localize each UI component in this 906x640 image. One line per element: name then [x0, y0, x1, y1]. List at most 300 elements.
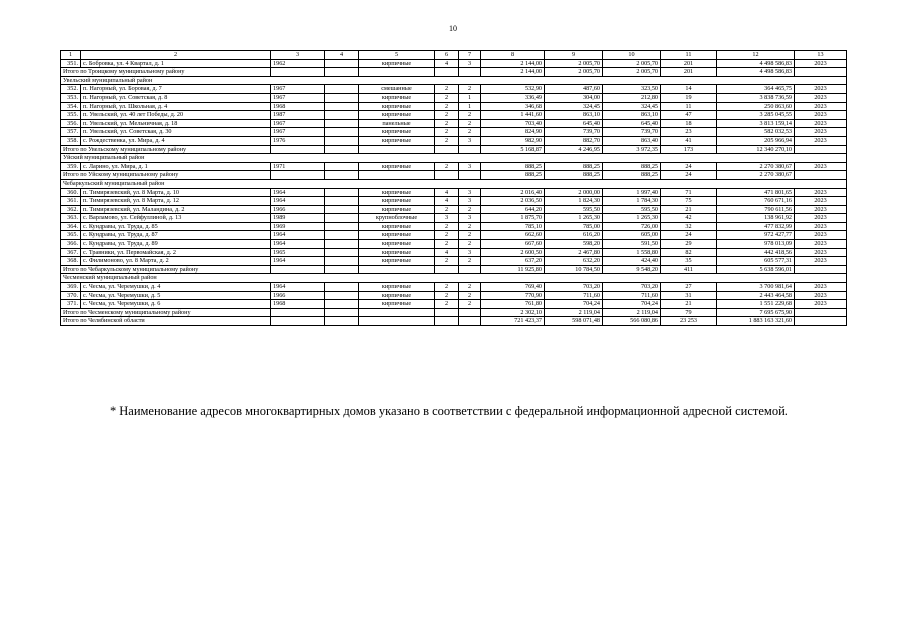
table-cell: с. Бобровка, ул. 4 Квартал, д. 1 — [81, 59, 271, 68]
table-cell: 2 — [459, 205, 481, 214]
table-cell: 1 441,60 — [481, 111, 545, 120]
table-cell: 35 — [661, 257, 717, 266]
table-cell: п. Тимирязевский, ул. Маландина, д. 2 — [81, 205, 271, 214]
table-cell: 2 016,40 — [481, 188, 545, 197]
table-cell: 201 — [661, 59, 717, 68]
table-cell: 978 013,09 — [717, 240, 795, 249]
table-row — [61, 128, 847, 137]
table-cell: 1964 — [271, 257, 325, 266]
table-row — [61, 300, 847, 309]
table-cell: 1968 — [271, 102, 325, 111]
empty-cell — [359, 317, 435, 326]
table-row — [61, 222, 847, 231]
table-cell: 368. — [61, 257, 81, 266]
table-cell: с. Кундравы, ул. Труда, д. 85 — [81, 222, 271, 231]
table-cell: 14 — [661, 85, 717, 94]
table-cell: 138 961,92 — [717, 214, 795, 223]
table-cell: 362. — [61, 205, 81, 214]
table-cell: 3 700 981,64 — [717, 283, 795, 292]
column-number-cell: 13 — [795, 51, 847, 60]
table-cell: 616,20 — [545, 231, 603, 240]
table-cell: с. Рождественка, ул. Мира, д. 4 — [81, 136, 271, 145]
empty-cell — [459, 68, 481, 77]
table-cell: 477 832,99 — [717, 222, 795, 231]
empty-cell — [325, 317, 359, 326]
column-number-cell: 2 — [81, 51, 271, 60]
empty-cell — [435, 265, 459, 274]
empty-cell — [325, 145, 359, 154]
table-cell: кирпичные — [359, 257, 435, 266]
table-cell: 11 — [661, 102, 717, 111]
table-cell: 863,40 — [603, 136, 661, 145]
table-cell: 2 600,50 — [481, 248, 545, 257]
empty-cell — [359, 308, 435, 317]
table-cell: 1964 — [271, 231, 325, 240]
table-cell: 2023 — [795, 231, 847, 240]
table-row — [61, 231, 847, 240]
table-cell: кирпичные — [359, 93, 435, 102]
table-cell: 2023 — [795, 248, 847, 257]
table-cell: 595,50 — [545, 205, 603, 214]
table-cell: 3 — [459, 162, 481, 171]
total-cell: 566 080,86 — [603, 317, 661, 326]
table-cell: 595,50 — [603, 205, 661, 214]
table-cell: 424,40 — [603, 257, 661, 266]
table-cell: 2 467,80 — [545, 248, 603, 257]
total-cell: 7 695 675,90 — [717, 308, 795, 317]
table-cell: 3 — [459, 59, 481, 68]
total-cell: 23 253 — [661, 317, 717, 326]
table-cell: 662,60 — [481, 231, 545, 240]
table-row — [61, 257, 847, 266]
table-cell: 363. — [61, 214, 81, 223]
empty-cell — [459, 308, 481, 317]
table-cell — [325, 102, 359, 111]
table-cell: 790 611,56 — [717, 205, 795, 214]
table-cell: 2023 — [795, 205, 847, 214]
empty-cell — [271, 265, 325, 274]
table-cell: 888,25 — [603, 162, 661, 171]
section-row — [61, 154, 847, 163]
table-cell: 1967 — [271, 128, 325, 137]
table-cell: 356. — [61, 119, 81, 128]
section-label: Увельский муниципальный район — [61, 76, 847, 85]
table-cell: 71 — [661, 188, 717, 197]
total-cell: 888,25 — [603, 171, 661, 180]
table-cell: 703,20 — [545, 283, 603, 292]
table-cell: 1 997,40 — [603, 188, 661, 197]
empty-cell — [459, 171, 481, 180]
table-cell: 364. — [61, 222, 81, 231]
total-row — [61, 145, 847, 154]
table-cell: 667,60 — [481, 240, 545, 249]
table-cell: 2023 — [795, 136, 847, 145]
table-cell: 739,70 — [603, 128, 661, 137]
section-row — [61, 179, 847, 188]
total-cell: 2 119,04 — [603, 308, 661, 317]
table-cell: кирпичные — [359, 231, 435, 240]
table-cell: 1964 — [271, 283, 325, 292]
housing-register-table — [60, 50, 847, 326]
table-cell: 645,40 — [545, 119, 603, 128]
table-cell: 352. — [61, 85, 81, 94]
table-cell: 1964 — [271, 197, 325, 206]
table-cell: 364 465,75 — [717, 85, 795, 94]
table-cell: кирпичные — [359, 222, 435, 231]
total-cell: 12 340 270,10 — [717, 145, 795, 154]
table-cell: 582 032,53 — [717, 128, 795, 137]
table-cell: 3 — [459, 248, 481, 257]
empty-cell — [359, 145, 435, 154]
table-cell: 3 285 045,55 — [717, 111, 795, 120]
table-cell: 367. — [61, 248, 81, 257]
table-cell: 324,45 — [603, 102, 661, 111]
table-cell: 3 — [435, 214, 459, 223]
total-cell: 24 — [661, 171, 717, 180]
table-cell: 785,00 — [545, 222, 603, 231]
table-cell: кирпичные — [359, 136, 435, 145]
total-cell — [795, 317, 847, 326]
total-cell: 598 071,48 — [545, 317, 603, 326]
page-number: 10 — [449, 24, 457, 33]
table-cell: 3 — [459, 188, 481, 197]
total-cell: 888,25 — [545, 171, 603, 180]
table-cell: 2 — [435, 205, 459, 214]
table-row — [61, 188, 847, 197]
table-cell: кирпичные — [359, 59, 435, 68]
table-cell: 1966 — [271, 205, 325, 214]
table-cell: 75 — [661, 197, 717, 206]
total-cell — [795, 171, 847, 180]
table-cell: 205 966,94 — [717, 136, 795, 145]
empty-cell — [459, 145, 481, 154]
table-cell: 1976 — [271, 136, 325, 145]
table-cell: 2023 — [795, 214, 847, 223]
total-cell: 10 784,50 — [545, 265, 603, 274]
table-cell — [325, 240, 359, 249]
footnote-text: Наименование адресов многоквартирных домов указано в соответствии с федеральной информационной адресной системой. — [119, 404, 788, 418]
table-cell: 2 036,50 — [481, 197, 545, 206]
table-cell — [325, 214, 359, 223]
table-cell: 1 265,30 — [545, 214, 603, 223]
total-cell: 888,25 — [481, 171, 545, 180]
table-cell: 361. — [61, 197, 81, 206]
table-cell — [325, 85, 359, 94]
total-cell: 3 972,35 — [603, 145, 661, 154]
table-cell: 703,20 — [603, 283, 661, 292]
table-row — [61, 162, 847, 171]
table-cell: 2 144,00 — [481, 59, 545, 68]
table-cell: 353. — [61, 93, 81, 102]
table-cell: 2 — [435, 240, 459, 249]
table-cell: 304,00 — [545, 93, 603, 102]
table-cell — [325, 222, 359, 231]
table-cell: 18 — [661, 119, 717, 128]
table-row — [61, 283, 847, 292]
table-cell: кирпичные — [359, 188, 435, 197]
table-row — [61, 248, 847, 257]
table-cell: 442 418,56 — [717, 248, 795, 257]
table-cell: 591,50 — [603, 240, 661, 249]
table-cell: 19 — [661, 93, 717, 102]
table-row — [61, 93, 847, 102]
section-label: Уйский муниципальный район — [61, 154, 847, 163]
total-cell: 2 005,70 — [545, 68, 603, 77]
table-cell: 1 784,30 — [603, 197, 661, 206]
table-cell: 637,20 — [481, 257, 545, 266]
table-row — [61, 111, 847, 120]
total-row — [61, 68, 847, 77]
table-cell: 1967 — [271, 93, 325, 102]
table-cell: 1964 — [271, 188, 325, 197]
column-number-cell: 7 — [459, 51, 481, 60]
table-cell: 336,49 — [481, 93, 545, 102]
footnote — [110, 403, 830, 420]
table-cell: с. Травники, ул. Первомайская, д. 2 — [81, 248, 271, 257]
table-cell: 2 — [435, 93, 459, 102]
table-cell: 4 — [435, 248, 459, 257]
table-cell: 23 — [661, 128, 717, 137]
table-cell: кирпичные — [359, 248, 435, 257]
table-cell: 2 — [435, 162, 459, 171]
table-cell — [325, 162, 359, 171]
table-cell: 2 270 380,67 — [717, 162, 795, 171]
table-cell: 370. — [61, 291, 81, 300]
table-cell: 1 — [459, 93, 481, 102]
total-cell: 79 — [661, 308, 717, 317]
table-cell: п. Нагорный, ул. Школьная, д. 4 — [81, 102, 271, 111]
table-cell: 888,25 — [481, 162, 545, 171]
table-body — [61, 51, 847, 326]
table-cell: 2 — [459, 119, 481, 128]
table-cell: 1969 — [271, 222, 325, 231]
table-cell: 1 265,30 — [603, 214, 661, 223]
table-cell: 2 005,70 — [545, 59, 603, 68]
empty-cell — [271, 68, 325, 77]
total-cell: 2 005,70 — [603, 68, 661, 77]
table-cell: 2 443 464,58 — [717, 291, 795, 300]
table-cell: 1967 — [271, 85, 325, 94]
table-cell: 1 558,80 — [603, 248, 661, 257]
table-cell: 3 813 159,14 — [717, 119, 795, 128]
table-cell: 2023 — [795, 85, 847, 94]
table-cell: 2 — [459, 291, 481, 300]
table-cell: 24 — [661, 162, 717, 171]
table-cell: 355. — [61, 111, 81, 120]
table-cell: 32 — [661, 222, 717, 231]
table-cell: 2 — [459, 128, 481, 137]
table-row — [61, 102, 847, 111]
table-cell: панельные — [359, 119, 435, 128]
table-cell: 2023 — [795, 93, 847, 102]
table-cell: с. Филимоново, ул. 8 Марта, д. 2 — [81, 257, 271, 266]
table-cell: с. Чесма, ул. Черемушки, д. 5 — [81, 291, 271, 300]
total-row — [61, 171, 847, 180]
empty-cell — [271, 171, 325, 180]
table-cell: 2 — [435, 136, 459, 145]
table-cell — [325, 188, 359, 197]
column-number-cell: 1 — [61, 51, 81, 60]
table-cell — [325, 128, 359, 137]
table-cell: 354. — [61, 102, 81, 111]
column-number-cell: 3 — [271, 51, 325, 60]
table-cell — [325, 257, 359, 266]
table-cell: 1 824,30 — [545, 197, 603, 206]
table-cell: 2023 — [795, 283, 847, 292]
total-cell: 5 638 596,01 — [717, 265, 795, 274]
total-label: Итого по Чесменскому муниципальному району — [61, 308, 271, 317]
table-cell: 605,00 — [603, 231, 661, 240]
total-cell — [795, 145, 847, 154]
table-cell: 824,90 — [481, 128, 545, 137]
table-cell: кирпичные — [359, 128, 435, 137]
table-cell: 2 — [459, 111, 481, 120]
table-cell: 47 — [661, 111, 717, 120]
table-cell: 645,40 — [603, 119, 661, 128]
total-cell: 173 — [661, 145, 717, 154]
table-cell: 770,90 — [481, 291, 545, 300]
table-cell: 2023 — [795, 188, 847, 197]
table-cell — [325, 231, 359, 240]
empty-cell — [435, 68, 459, 77]
table-cell: 532,90 — [481, 85, 545, 94]
table-cell: 41 — [661, 136, 717, 145]
total-label: Итого по Челябинской области — [61, 317, 271, 326]
table-row — [61, 214, 847, 223]
table-cell: 785,10 — [481, 222, 545, 231]
table-cell: 2 — [459, 257, 481, 266]
empty-cell — [435, 171, 459, 180]
table-cell — [325, 111, 359, 120]
section-row — [61, 274, 847, 283]
table-cell: 1989 — [271, 214, 325, 223]
table-cell: 1962 — [271, 59, 325, 68]
table-cell: 323,50 — [603, 85, 661, 94]
table-cell — [325, 300, 359, 309]
table-cell: 2 — [435, 102, 459, 111]
table-cell: 212,80 — [603, 93, 661, 102]
table-cell: 365. — [61, 231, 81, 240]
empty-cell — [325, 171, 359, 180]
table-cell: 2 — [435, 222, 459, 231]
total-label: Итого по Уйскому муниципальному району — [61, 171, 271, 180]
table-cell — [325, 136, 359, 145]
table-cell: 360. — [61, 188, 81, 197]
table-cell: 366. — [61, 240, 81, 249]
table-cell: 4 — [435, 197, 459, 206]
table-cell: 2023 — [795, 240, 847, 249]
empty-cell — [325, 308, 359, 317]
table-cell — [325, 93, 359, 102]
column-number-cell: 5 — [359, 51, 435, 60]
table-cell: кирпичные — [359, 300, 435, 309]
table-cell: 358. — [61, 136, 81, 145]
table-cell: 487,60 — [545, 85, 603, 94]
table-cell: 703,40 — [481, 119, 545, 128]
table-row — [61, 119, 847, 128]
table-cell: п. Нагорный, ул. Боровая, д. 7 — [81, 85, 271, 94]
table-cell: кирпичные — [359, 205, 435, 214]
table-cell: 761,80 — [481, 300, 545, 309]
table-cell: 21 — [661, 205, 717, 214]
column-number-cell: 6 — [435, 51, 459, 60]
table-cell: 31 — [661, 291, 717, 300]
table-cell: 2 — [435, 85, 459, 94]
total-label: Итого по Троицкому муниципальному району — [61, 68, 271, 77]
table-cell: 2 005,70 — [603, 59, 661, 68]
table-cell: 1965 — [271, 248, 325, 257]
table-cell: 1968 — [271, 300, 325, 309]
table-cell: 4 — [435, 59, 459, 68]
table-cell: 357. — [61, 128, 81, 137]
table-cell: 2 — [435, 291, 459, 300]
table-cell — [325, 291, 359, 300]
table-cell: 2 — [435, 231, 459, 240]
table-cell: 726,00 — [603, 222, 661, 231]
table-cell: 2 000,00 — [545, 188, 603, 197]
table-cell — [325, 205, 359, 214]
total-cell: 1 883 163 321,60 — [717, 317, 795, 326]
table-cell: кирпичные — [359, 197, 435, 206]
table-cell: 760 671,16 — [717, 197, 795, 206]
column-number-cell: 11 — [661, 51, 717, 60]
total-cell: 9 548,20 — [603, 265, 661, 274]
empty-cell — [459, 265, 481, 274]
table-cell — [325, 197, 359, 206]
total-cell: 411 — [661, 265, 717, 274]
table-cell: 605 577,31 — [717, 257, 795, 266]
table-cell: с. Варламово, ул. Сейфуллиной, д. 13 — [81, 214, 271, 223]
table-row — [61, 59, 847, 68]
empty-cell — [271, 317, 325, 326]
table-cell: 2023 — [795, 222, 847, 231]
table-cell: 3 838 736,59 — [717, 93, 795, 102]
table-cell: 4 — [435, 188, 459, 197]
table-cell: 598,20 — [545, 240, 603, 249]
table-cell: 1 551 229,68 — [717, 300, 795, 309]
table-cell: 42 — [661, 214, 717, 223]
table-cell: 2023 — [795, 102, 847, 111]
table-cell: 351. — [61, 59, 81, 68]
table-cell: 369. — [61, 283, 81, 292]
table-cell: п. Нагорный, ул. Советская, д. 8 — [81, 93, 271, 102]
table-row — [61, 85, 847, 94]
table-cell: п. Увельский, ул. 40 лет Победы, д. 20 — [81, 111, 271, 120]
column-number-cell: 4 — [325, 51, 359, 60]
table-cell: 632,20 — [545, 257, 603, 266]
column-number-cell: 9 — [545, 51, 603, 60]
table-cell: 2 — [459, 85, 481, 94]
section-label: Чесменский муниципальный район — [61, 274, 847, 283]
table-cell: 863,10 — [545, 111, 603, 120]
total-label: Итого по Чебаркульскому муниципальному району — [61, 265, 271, 274]
table-cell: 704,24 — [545, 300, 603, 309]
empty-cell — [359, 171, 435, 180]
total-row — [61, 308, 847, 317]
table-cell: 863,10 — [603, 111, 661, 120]
table-cell: 3 — [459, 197, 481, 206]
table-cell: п. Увельский, ул. Мельничная, д. 18 — [81, 119, 271, 128]
table-cell: 2 — [435, 283, 459, 292]
table-cell: 2 — [435, 119, 459, 128]
total-cell: 201 — [661, 68, 717, 77]
empty-cell — [271, 145, 325, 154]
table-row — [61, 197, 847, 206]
table-cell: 2 — [459, 283, 481, 292]
table-cell: 882,70 — [545, 136, 603, 145]
table-cell: кирпичные — [359, 102, 435, 111]
table-cell: 2 — [435, 111, 459, 120]
